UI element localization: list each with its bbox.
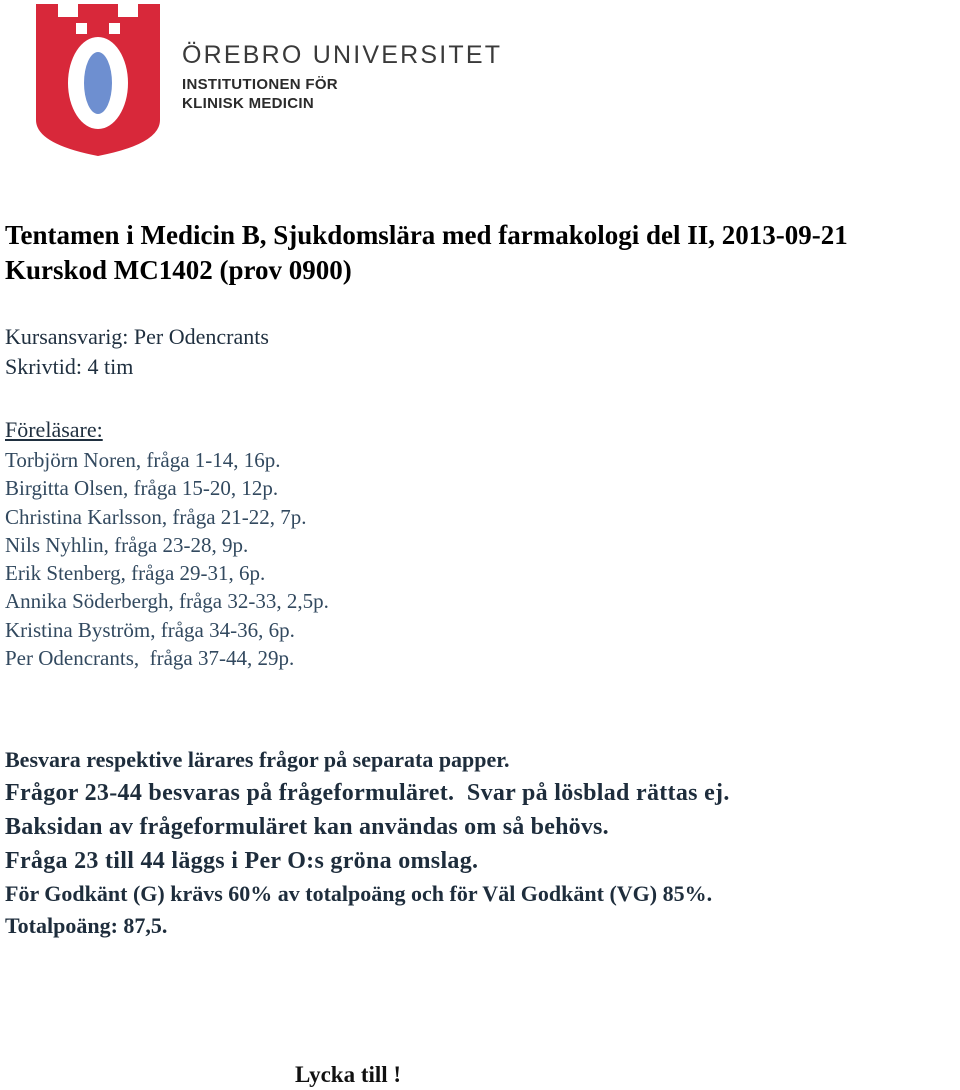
lecturer-item: Per Odencrants, fråga 37-44, 29p. [5, 646, 295, 671]
university-name: ÖREBRO UNIVERSITET [182, 41, 503, 69]
lecturer-item: Torbjörn Noren, fråga 1-14, 16p. [5, 448, 281, 472]
instruction-line: Frågor 23-44 besvaras på frågeformuläret. Svar på lösblad rättas ej. [5, 780, 730, 806]
course-code: Kurskod MC1402 (prov 0900) [5, 255, 352, 285]
good-luck-text: Lycka till ! [295, 1062, 402, 1087]
instruction-line: Besvara respektive lärares frågor på separata papper. [5, 747, 510, 772]
institution-header [182, 40, 502, 113]
lecturers-heading: Föreläsare: [5, 417, 103, 442]
institution-name-line2: KLINISK MEDICIN [182, 95, 314, 112]
instruction-line: Baksidan av frågeformuläret kan användas om så behövs. [5, 814, 609, 840]
exam-title-line1: Tentamen i Medicin B, Sjukdomslära med farmakologi del II, 2013-09-21 [5, 220, 848, 250]
orebro-university-logo [36, 4, 160, 156]
lecturer-item: Erik Stenberg, fråga 29-31, 6p. [5, 561, 266, 586]
lecturer-item: Birgitta Olsen, fråga 15-20, 12p. [5, 476, 279, 501]
instruction-line: Fråga 23 till 44 läggs i Per O:s gröna omslag. [5, 848, 479, 874]
lecturer-item: Christina Karlsson, fråga 21-22, 7p. [5, 504, 307, 529]
exam-title [5, 218, 848, 288]
lecturer-item: Nils Nyhlin, fråga 23-28, 9p. [5, 532, 249, 557]
lecturer-item: Annika Söderbergh, fråga 32-33, 2,5p. [5, 589, 329, 614]
lecturer-item: Kristina Byström, fråga 34-36, 6p. [5, 617, 295, 642]
lecturer-list [5, 446, 329, 672]
exam-instructions [5, 744, 730, 942]
writing-time: Skrivtid: 4 tim [5, 354, 134, 379]
course-responsible: Kursansvarig: Per Odencrants [5, 324, 269, 349]
exam-info [5, 322, 269, 382]
institution-name-line1: INSTITUTIONEN FÖR [182, 76, 338, 93]
total-points: Totalpoäng: 87,5. [5, 913, 168, 938]
instruction-line: För Godkänt (G) krävs 60% av totalpoäng och för Väl Godkänt (VG) 85%. [5, 881, 713, 906]
